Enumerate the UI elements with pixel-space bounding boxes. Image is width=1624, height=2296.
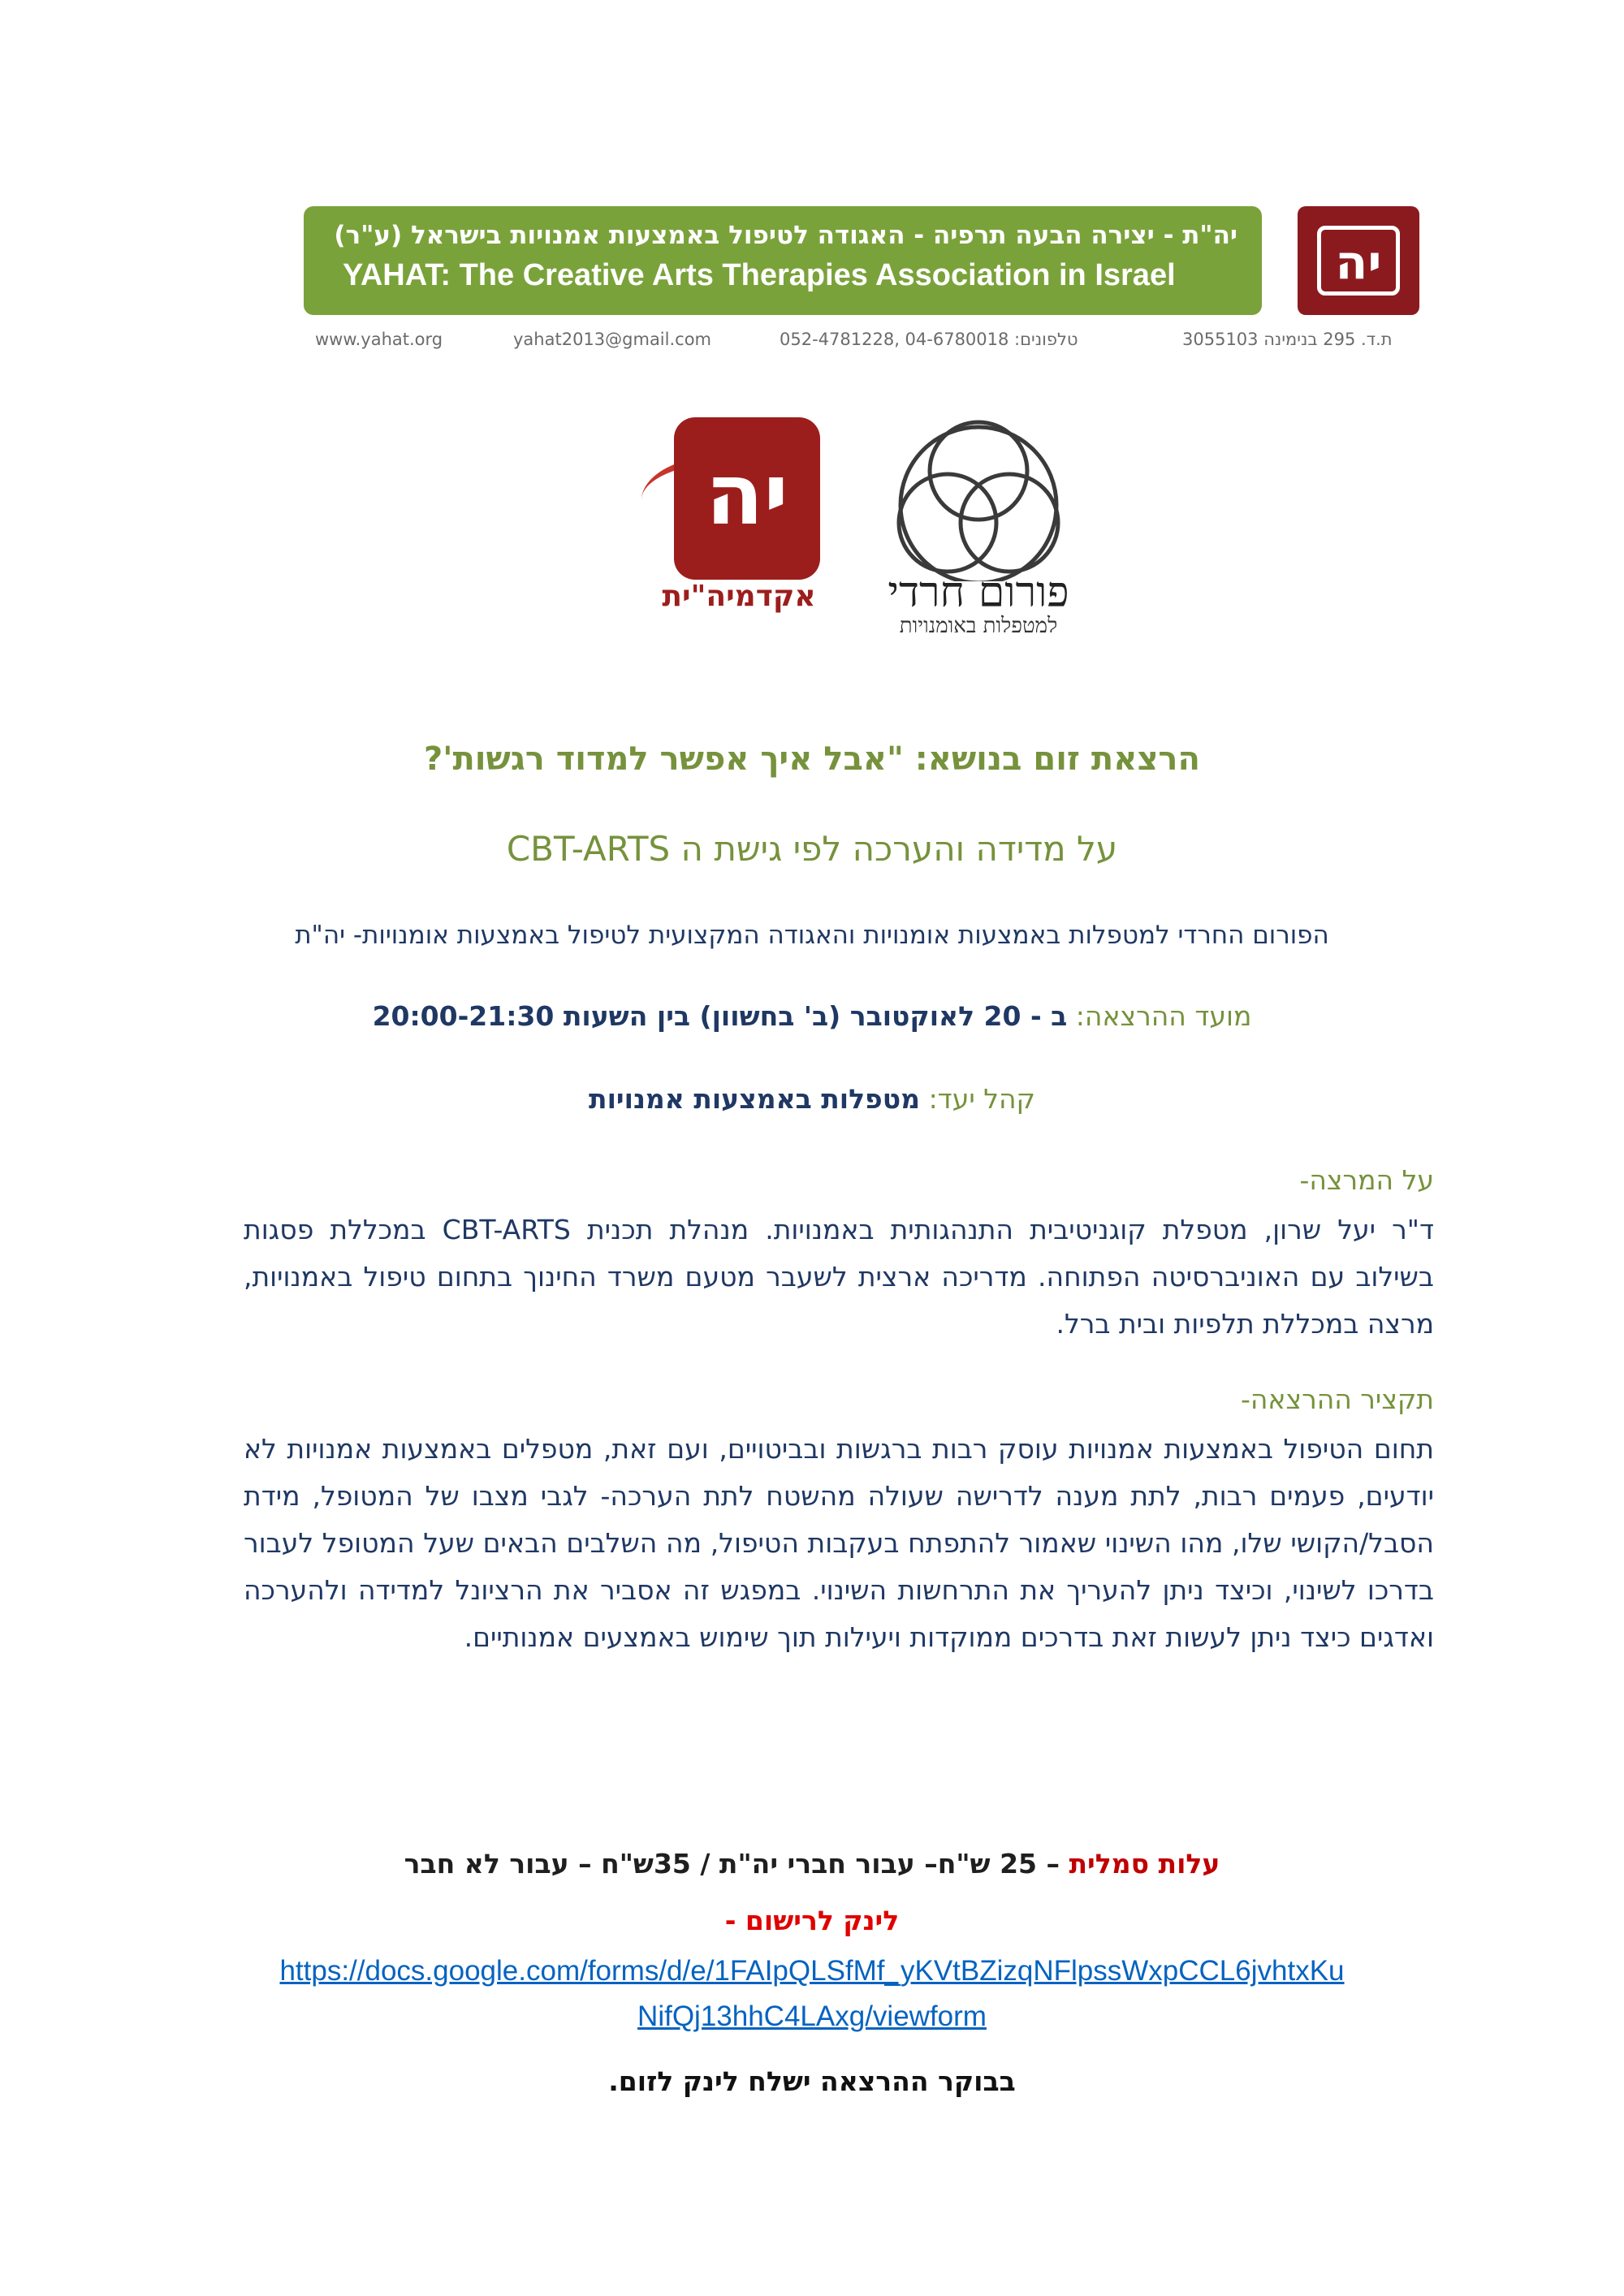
forum-logo-subtitle: למטפלות באומנויות — [899, 614, 1058, 638]
banner-english-title: YAHAT: The Creative Arts Therapies Association in Israel — [343, 258, 1176, 292]
lecture-topic-title: הרצאת זום בנושא: "אבל איך אפשר למדוד רגשות'? — [424, 740, 1200, 778]
date-label: מועד ההרצאה: — [1075, 1000, 1252, 1032]
about-lecturer-text: ד"ר יעל שרון, מטפלת קוגניטיבית התנהגותית באמנויות. מנהלת תכנית CBT-ARTS במכללת פסגות בשילוב עם האוניברסיטה הפתוחה. מדריכה ארצית לשעבר מטעם משרד החינוך בתחום טיפול באמנויות, מרצה במכללת תלפיות ובית ברל. — [244, 1214, 1434, 1340]
registration-link[interactable]: https://docs.google.com/forms/d/e/1FAIpQLSfMf_yKVtBZizqNFlpssWxpCCL6jvhtxKuNifQj13hhC4LAxg/viewform — [279, 1955, 1345, 2032]
about-lecturer-heading: על המרצה- — [1299, 1164, 1434, 1196]
association-banner — [304, 206, 1262, 315]
email-link[interactable]: yahat2013@gmail.com — [513, 330, 712, 349]
zoom-note: בבוקר ההרצאה ישלח לינק לזום. — [608, 2065, 1016, 2097]
yahat-logo-frame — [1317, 226, 1400, 296]
lecture-subtitle: על מדידה והערכה לפי גישת ה CBT-ARTS — [506, 829, 1118, 869]
organizers-line: הפורום החרדי למטפלות באמצעות אומנויות והאגודה המקצועית לטיפול באמצעות אומנויות- יה"ת — [295, 921, 1329, 950]
audience-value: מטפלות באמצעות אמנויות — [589, 1083, 921, 1115]
academy-logo-glyph: יה — [705, 445, 789, 544]
audience-line — [162, 1083, 1462, 1115]
lecture-summary-heading: תקציר ההרצאה- — [1240, 1383, 1434, 1415]
academy-label: אקדמיה"ית — [662, 580, 816, 613]
cost-value: – 25 ש"ח– עבור חברי יה"ת / 35ש"ח – עבור לא חבר — [404, 1848, 1069, 1880]
cost-label: עלות סמלית — [1069, 1848, 1220, 1880]
cost-line — [162, 1848, 1462, 1880]
forum-rings-logo — [881, 419, 1076, 581]
date-value: ב - 20 לאוקטובר (ב' בחשוון) בין השעות 20:00-21:30 — [372, 1000, 1068, 1032]
academy-logo — [674, 417, 820, 580]
yahat-logo-glyph: יה — [1335, 235, 1382, 290]
yahat-logo — [1298, 206, 1419, 315]
registration-label: לינק לרישום - — [724, 1905, 900, 1936]
banner-hebrew-title: יה"ת - יצירה הבעה תרפיה - האגודה לטיפול באמצעות אמנויות בישראל (ע"ר) — [334, 221, 1237, 250]
audience-label: קהל יעד: — [928, 1083, 1035, 1115]
po-box-address: ת.ד. 295 בנימינה 3055103 — [1182, 330, 1393, 349]
date-line — [162, 1000, 1462, 1032]
lecture-summary-text: תחום הטיפול באמצעות אמנויות עוסק רבות ברגשות ובביטויים, ועם זאת, מטפלים באמצעות אמנויות לא יודעים, פעמים רבות, לתת מענה לדרישה שעולה מהשטח לתת הערכה- לגבי מצבו של המטופל, מידת הסבל/הקושי שלו, מהו השינוי שאמור להתפתח בעקבות הטיפול, מה השלבים הבאים שעל המטופל לעבור בדרכו לשינוי, וכיצד ניתן להעריך את התרחשות השינוי. במפגש זה אסביר את הרציונל למדידה ולהערכה ואדגים כיצד ניתן לעשות זאת בדרכים ממוקדות ויעילות תוך שימוש באמצעים אמנותיים. — [244, 1433, 1434, 1653]
phone-numbers: טלפונים: 04-6780018 ,052-4781228 — [780, 330, 1078, 349]
forum-logo-title: פורום חרדי — [888, 568, 1069, 617]
website-link[interactable]: www.yahat.org — [315, 330, 443, 349]
